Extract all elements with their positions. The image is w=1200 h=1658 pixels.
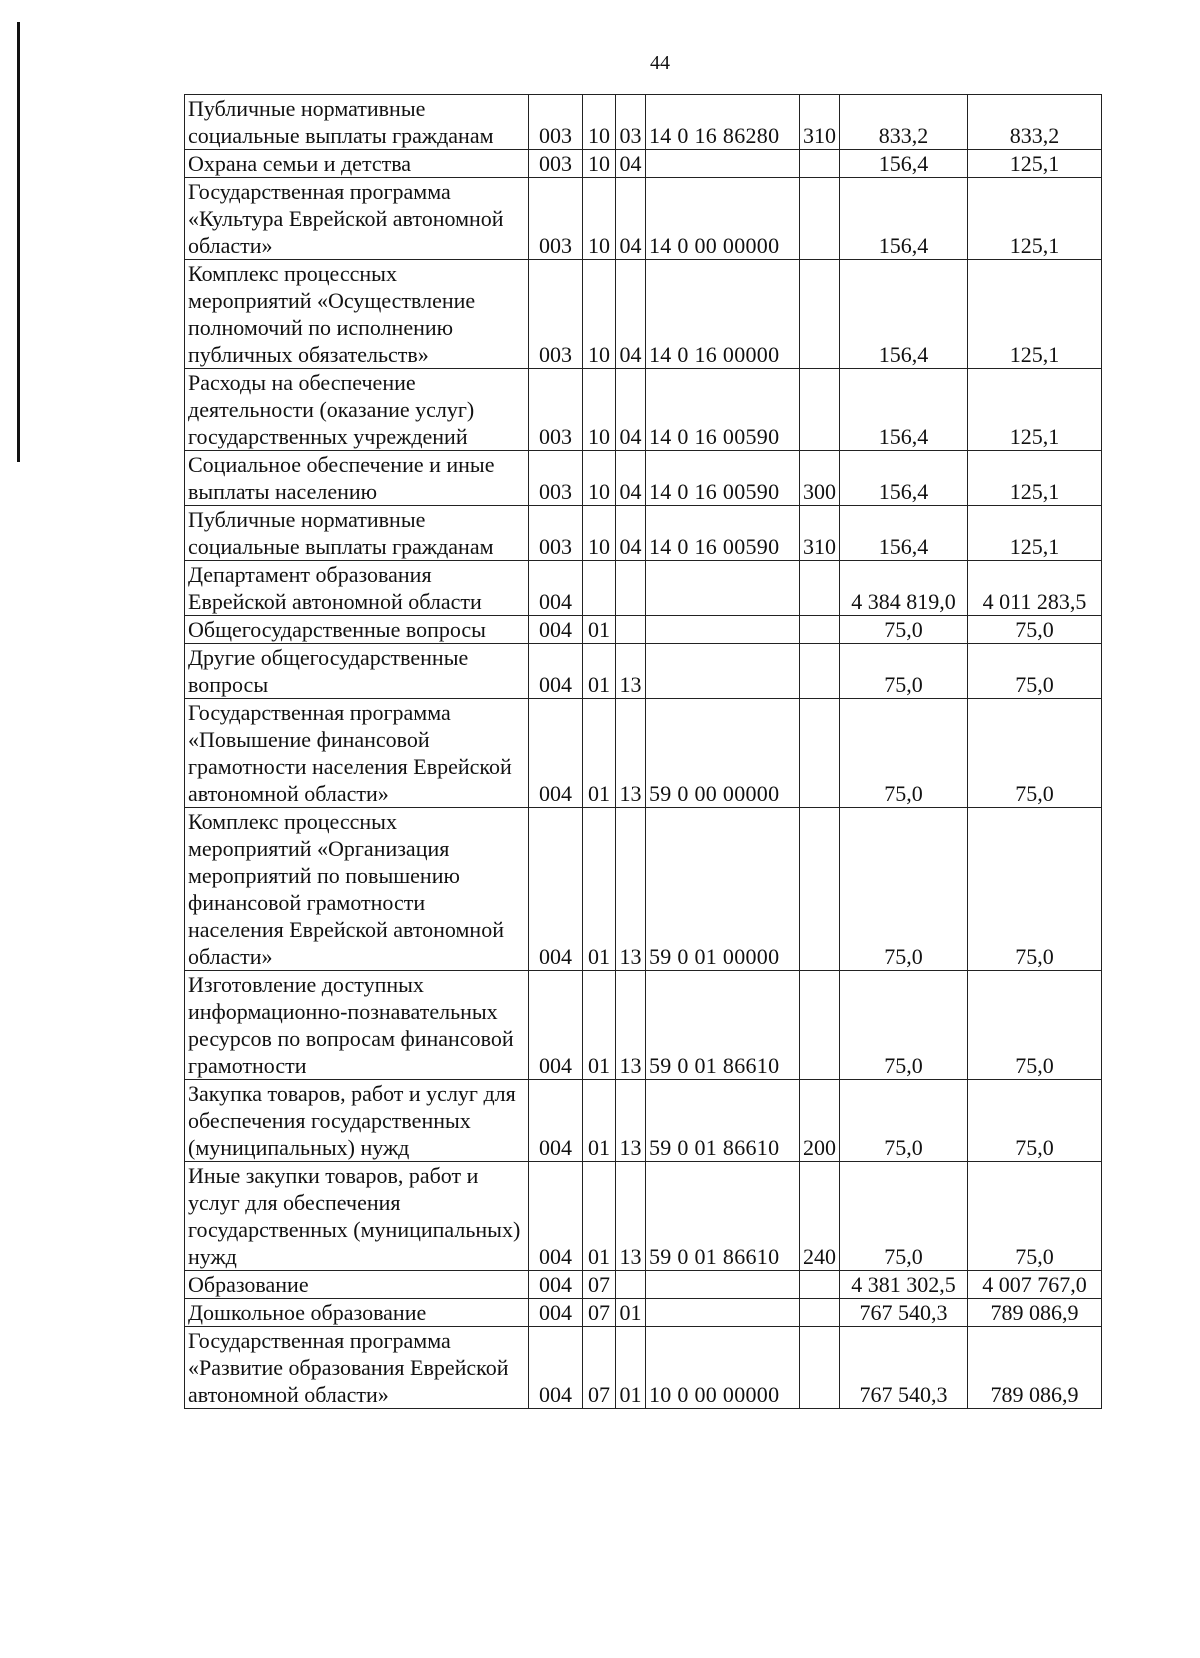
table-row (185, 178, 1102, 260)
expense-type-cell (800, 808, 840, 971)
amount-year1-cell: 75,0 (840, 1080, 968, 1162)
table-row (185, 95, 1102, 150)
page-number: 44 (650, 52, 670, 74)
section-code-cell: 01 (583, 699, 616, 808)
section-code-cell: 10 (583, 150, 616, 178)
expense-type-cell: 300 (800, 451, 840, 506)
subsection-code-cell: 13 (616, 808, 646, 971)
table-row (185, 369, 1102, 451)
amount-year2-cell: 125,1 (968, 178, 1102, 260)
subsection-code-cell: 13 (616, 971, 646, 1080)
amount-year2-cell: 833,2 (968, 95, 1102, 150)
amount-year1-cell: 75,0 (840, 616, 968, 644)
amount-year1-cell: 767 540,3 (840, 1299, 968, 1327)
target-article-cell: 59 0 01 86610 (646, 1080, 800, 1162)
row-name-cell: Изготовление доступных информационно-познавательных ресурсов по вопросам финансовой грамотности (185, 971, 529, 1080)
grbs-code-cell: 004 (529, 1271, 583, 1299)
row-name-cell: Департамент образования Еврейской автономной области (185, 561, 529, 616)
amount-year1-cell: 156,4 (840, 451, 968, 506)
grbs-code-cell: 004 (529, 808, 583, 971)
subsection-code-cell: 13 (616, 644, 646, 699)
target-article-cell (646, 616, 800, 644)
table-row (185, 260, 1102, 369)
expense-type-cell (800, 260, 840, 369)
row-name-cell: Дошкольное образование (185, 1299, 529, 1327)
table-row (185, 150, 1102, 178)
amount-year1-cell: 833,2 (840, 95, 968, 150)
section-code-cell: 10 (583, 260, 616, 369)
expense-type-cell (800, 616, 840, 644)
target-article-cell: 10 0 00 00000 (646, 1327, 800, 1409)
table-row (185, 808, 1102, 971)
section-code-cell: 07 (583, 1327, 616, 1409)
table-row (185, 971, 1102, 1080)
table-row (185, 616, 1102, 644)
amount-year2-cell: 75,0 (968, 1080, 1102, 1162)
expense-type-cell: 200 (800, 1080, 840, 1162)
grbs-code-cell: 003 (529, 150, 583, 178)
row-name-cell: Публичные нормативные социальные выплаты гражданам (185, 506, 529, 561)
amount-year1-cell: 156,4 (840, 150, 968, 178)
amount-year1-cell: 75,0 (840, 699, 968, 808)
grbs-code-cell: 004 (529, 1327, 583, 1409)
expense-type-cell (800, 699, 840, 808)
table-row (185, 1162, 1102, 1271)
grbs-code-cell: 004 (529, 1080, 583, 1162)
row-name-cell: Комплекс процессных мероприятий «Осуществление полномочий по исполнению публичных обязательств» (185, 260, 529, 369)
expense-type-cell (800, 369, 840, 451)
target-article-cell: 14 0 00 00000 (646, 178, 800, 260)
row-name-cell: Комплекс процессных мероприятий «Организация мероприятий по повышению финансовой грамотности населения Еврейской автономной области» (185, 808, 529, 971)
table-row (185, 1327, 1102, 1409)
expense-type-cell (800, 644, 840, 699)
target-article-cell: 14 0 16 86280 (646, 95, 800, 150)
scan-edge-mark (17, 22, 20, 462)
amount-year2-cell: 125,1 (968, 451, 1102, 506)
subsection-code-cell: 04 (616, 150, 646, 178)
amount-year2-cell: 75,0 (968, 808, 1102, 971)
expense-type-cell (800, 1327, 840, 1409)
expense-type-cell (800, 561, 840, 616)
subsection-code-cell: 04 (616, 369, 646, 451)
target-article-cell: 14 0 16 00590 (646, 369, 800, 451)
section-code-cell: 10 (583, 506, 616, 561)
section-code-cell: 07 (583, 1271, 616, 1299)
row-name-cell: Иные закупки товаров, работ и услуг для обеспечения государственных (муниципальных) нужд (185, 1162, 529, 1271)
section-code-cell: 01 (583, 644, 616, 699)
row-name-cell: Общегосударственные вопросы (185, 616, 529, 644)
amount-year2-cell: 125,1 (968, 506, 1102, 561)
amount-year2-cell: 4 007 767,0 (968, 1271, 1102, 1299)
subsection-code-cell: 04 (616, 260, 646, 369)
expense-type-cell: 310 (800, 506, 840, 561)
subsection-code-cell: 01 (616, 1299, 646, 1327)
amount-year2-cell: 789 086,9 (968, 1327, 1102, 1409)
subsection-code-cell (616, 616, 646, 644)
budget-table (184, 94, 1102, 1409)
table-row (185, 1080, 1102, 1162)
amount-year1-cell: 4 381 302,5 (840, 1271, 968, 1299)
section-code-cell (583, 561, 616, 616)
amount-year1-cell: 156,4 (840, 178, 968, 260)
subsection-code-cell: 13 (616, 1162, 646, 1271)
expense-type-cell: 240 (800, 1162, 840, 1271)
subsection-code-cell: 04 (616, 178, 646, 260)
subsection-code-cell: 13 (616, 699, 646, 808)
row-name-cell: Расходы на обеспечение деятельности (оказание услуг) государственных учреждений (185, 369, 529, 451)
section-code-cell: 01 (583, 808, 616, 971)
amount-year2-cell: 75,0 (968, 616, 1102, 644)
grbs-code-cell: 004 (529, 699, 583, 808)
amount-year2-cell: 75,0 (968, 699, 1102, 808)
grbs-code-cell: 003 (529, 506, 583, 561)
subsection-code-cell: 03 (616, 95, 646, 150)
grbs-code-cell: 004 (529, 1299, 583, 1327)
amount-year2-cell: 789 086,9 (968, 1299, 1102, 1327)
subsection-code-cell (616, 1271, 646, 1299)
grbs-code-cell: 003 (529, 178, 583, 260)
amount-year2-cell: 125,1 (968, 369, 1102, 451)
target-article-cell (646, 150, 800, 178)
grbs-code-cell: 003 (529, 95, 583, 150)
section-code-cell: 10 (583, 369, 616, 451)
amount-year1-cell: 156,4 (840, 260, 968, 369)
grbs-code-cell: 003 (529, 451, 583, 506)
row-name-cell: Социальное обеспечение и иные выплаты населению (185, 451, 529, 506)
amount-year2-cell: 75,0 (968, 971, 1102, 1080)
section-code-cell: 10 (583, 178, 616, 260)
amount-year1-cell: 4 384 819,0 (840, 561, 968, 616)
target-article-cell: 14 0 16 00000 (646, 260, 800, 369)
section-code-cell: 01 (583, 616, 616, 644)
section-code-cell: 01 (583, 1080, 616, 1162)
expense-type-cell (800, 1271, 840, 1299)
amount-year1-cell: 75,0 (840, 644, 968, 699)
grbs-code-cell: 004 (529, 616, 583, 644)
grbs-code-cell: 003 (529, 260, 583, 369)
target-article-cell: 14 0 16 00590 (646, 506, 800, 561)
amount-year1-cell: 75,0 (840, 971, 968, 1080)
grbs-code-cell: 004 (529, 644, 583, 699)
subsection-code-cell: 04 (616, 506, 646, 561)
amount-year2-cell: 4 011 283,5 (968, 561, 1102, 616)
target-article-cell (646, 1271, 800, 1299)
subsection-code-cell: 01 (616, 1327, 646, 1409)
target-article-cell: 59 0 01 00000 (646, 808, 800, 971)
table-row (185, 451, 1102, 506)
amount-year1-cell: 156,4 (840, 506, 968, 561)
section-code-cell: 01 (583, 1162, 616, 1271)
amount-year1-cell: 75,0 (840, 808, 968, 971)
target-article-cell: 59 0 01 86610 (646, 971, 800, 1080)
grbs-code-cell: 004 (529, 561, 583, 616)
amount-year1-cell: 156,4 (840, 369, 968, 451)
row-name-cell: Государственная программа «Культура Еврейской автономной области» (185, 178, 529, 260)
table-row (185, 1299, 1102, 1327)
row-name-cell: Другие общегосударственные вопросы (185, 644, 529, 699)
target-article-cell: 59 0 01 86610 (646, 1162, 800, 1271)
subsection-code-cell (616, 561, 646, 616)
target-article-cell: 59 0 00 00000 (646, 699, 800, 808)
row-name-cell: Закупка товаров, работ и услуг для обеспечения государственных (муниципальных) нужд (185, 1080, 529, 1162)
grbs-code-cell: 004 (529, 971, 583, 1080)
section-code-cell: 10 (583, 95, 616, 150)
amount-year1-cell: 767 540,3 (840, 1327, 968, 1409)
target-article-cell: 14 0 16 00590 (646, 451, 800, 506)
table-row (185, 506, 1102, 561)
table-row (185, 699, 1102, 808)
grbs-code-cell: 003 (529, 369, 583, 451)
expense-type-cell (800, 178, 840, 260)
amount-year2-cell: 75,0 (968, 1162, 1102, 1271)
target-article-cell (646, 644, 800, 699)
expense-type-cell (800, 150, 840, 178)
amount-year2-cell: 125,1 (968, 260, 1102, 369)
subsection-code-cell: 13 (616, 1080, 646, 1162)
target-article-cell (646, 561, 800, 616)
row-name-cell: Образование (185, 1271, 529, 1299)
section-code-cell: 01 (583, 971, 616, 1080)
row-name-cell: Публичные нормативные социальные выплаты гражданам (185, 95, 529, 150)
grbs-code-cell: 004 (529, 1162, 583, 1271)
row-name-cell: Государственная программа «Развитие образования Еврейской автономной области» (185, 1327, 529, 1409)
expense-type-cell: 310 (800, 95, 840, 150)
amount-year2-cell: 125,1 (968, 150, 1102, 178)
section-code-cell: 07 (583, 1299, 616, 1327)
amount-year2-cell: 75,0 (968, 644, 1102, 699)
table-body (185, 95, 1102, 1409)
expense-type-cell (800, 1299, 840, 1327)
section-code-cell: 10 (583, 451, 616, 506)
table-row (185, 644, 1102, 699)
table-row (185, 1271, 1102, 1299)
target-article-cell (646, 1299, 800, 1327)
expense-type-cell (800, 971, 840, 1080)
row-name-cell: Государственная программа «Повышение финансовой грамотности населения Еврейской автономной области» (185, 699, 529, 808)
row-name-cell: Охрана семьи и детства (185, 150, 529, 178)
amount-year1-cell: 75,0 (840, 1162, 968, 1271)
table-row (185, 561, 1102, 616)
subsection-code-cell: 04 (616, 451, 646, 506)
